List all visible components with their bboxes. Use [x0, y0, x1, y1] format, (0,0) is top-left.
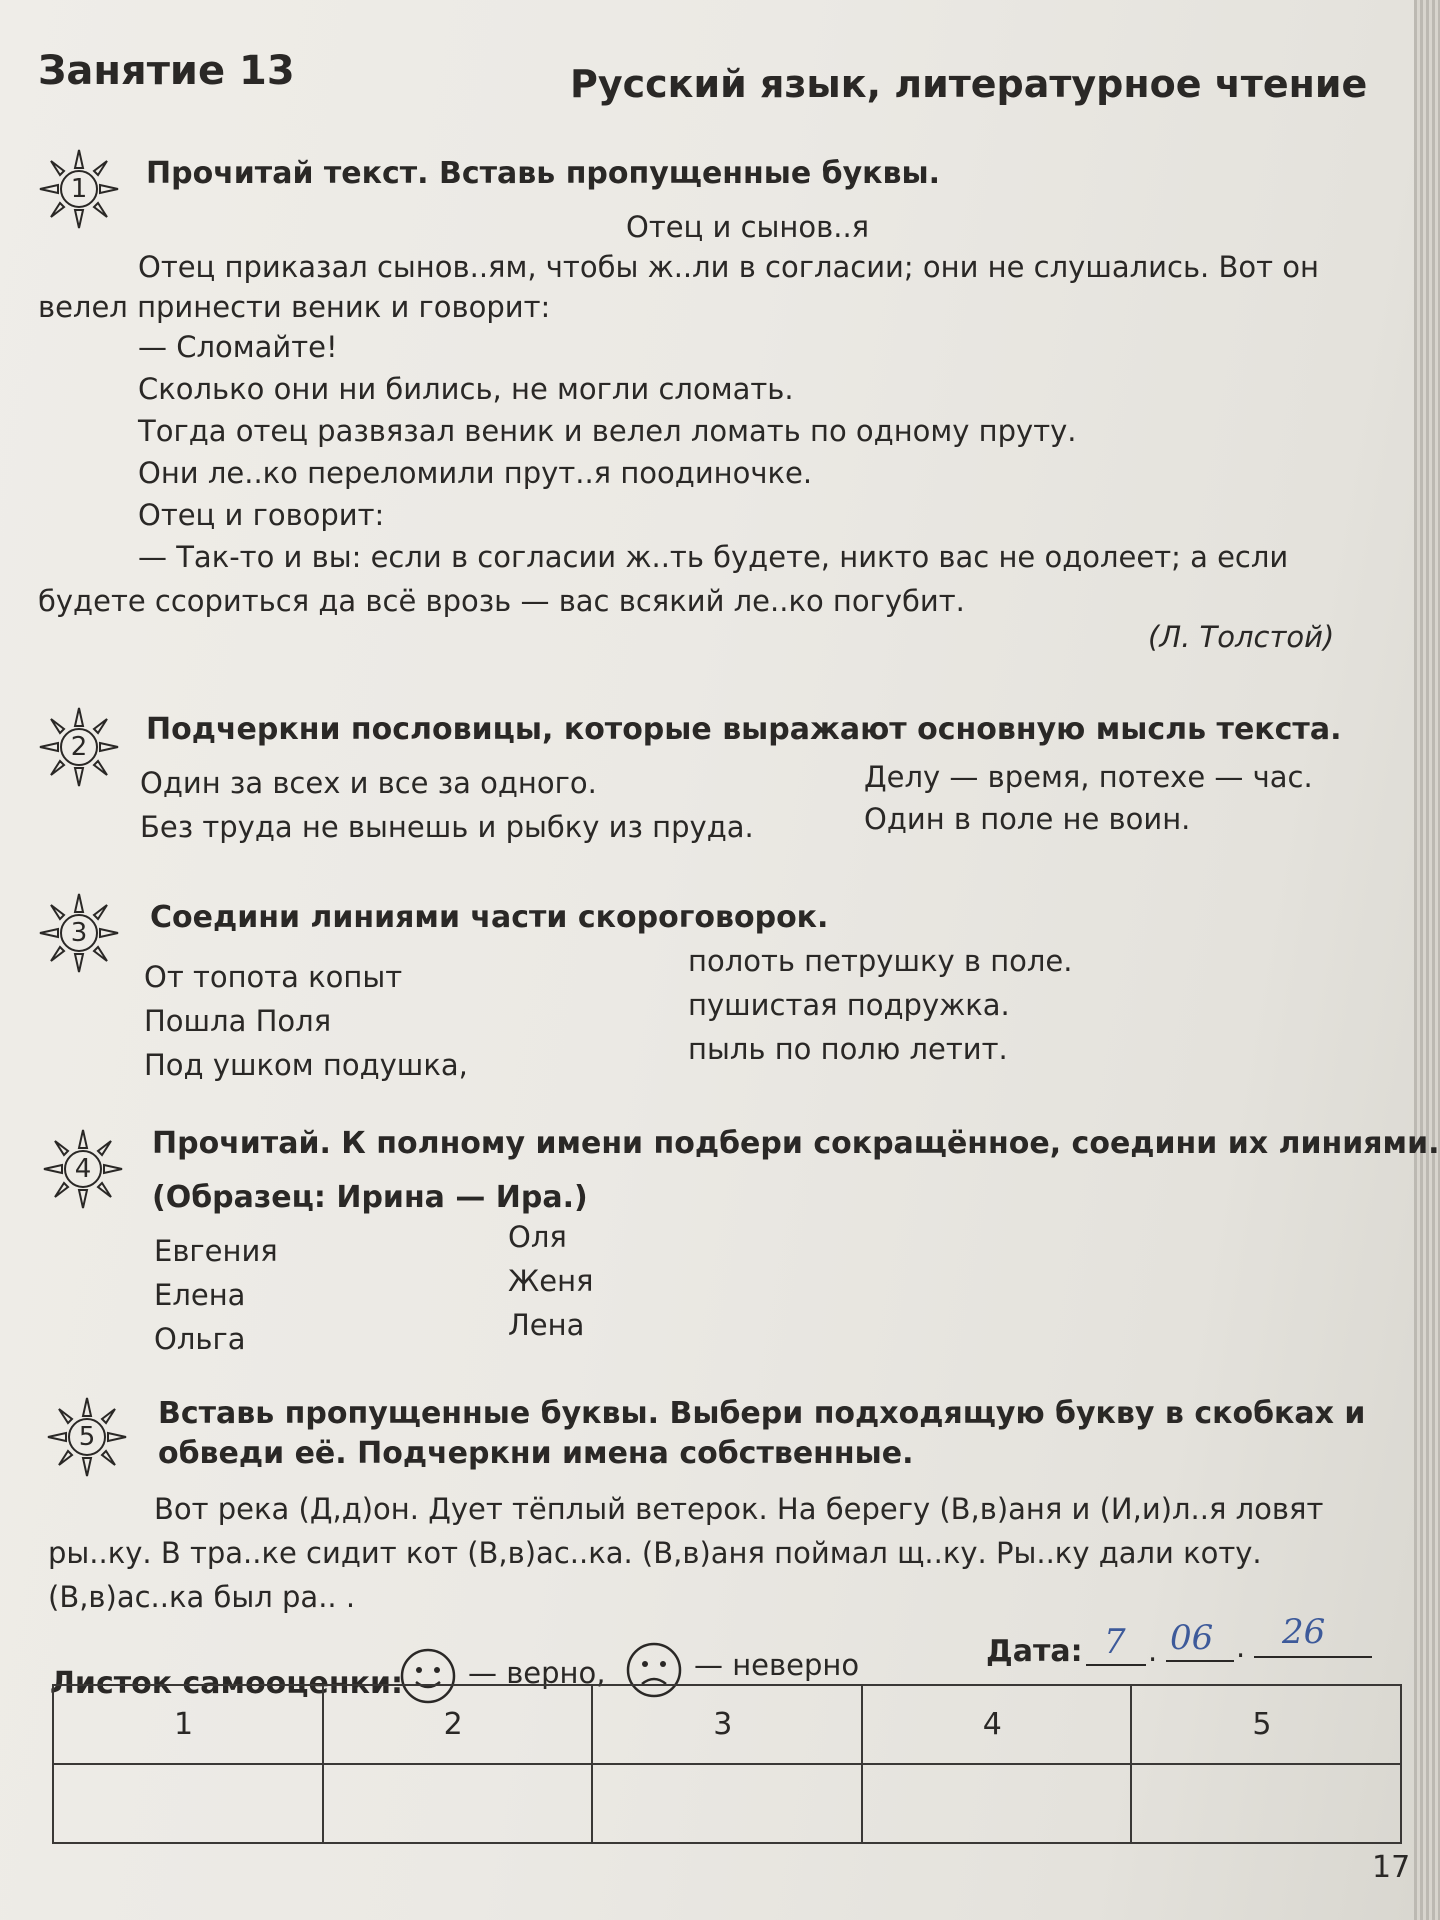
date-day: 7	[1104, 1622, 1126, 1662]
tongue-twister-start: Пошла Поля	[144, 1004, 332, 1038]
sun-badge-icon	[36, 704, 122, 790]
text-line: Сколько они ни бились, не могли сломать.	[138, 372, 794, 406]
table-row	[53, 1764, 1401, 1843]
task4-instruction: Прочитай. К полному имени подбери сокращённое, соедини их линиями.	[152, 1126, 1440, 1161]
task1-instruction: Прочитай текст. Вставь пропущенные буквы.	[146, 156, 941, 191]
date-year-line	[1254, 1656, 1372, 1658]
text-line: Тогда отец развязал веник и велел ломать по одному пруту.	[138, 414, 1077, 448]
proverb: Без труда не вынешь и рыбку из пруда.	[140, 810, 754, 844]
tongue-twister-end: пушистая подружка.	[688, 988, 1010, 1022]
task-number: 5	[78, 1422, 96, 1452]
lesson-title: Занятие 13	[38, 48, 295, 94]
score-cell[interactable]	[862, 1764, 1132, 1843]
table-header-cell: 3	[592, 1685, 862, 1764]
wrong-label: — неверно	[694, 1648, 860, 1682]
page-number: 17	[1372, 1850, 1411, 1885]
date-month: 06	[1170, 1618, 1214, 1658]
author: (Л. Толстой)	[1148, 620, 1335, 654]
date-dot: .	[1236, 1630, 1246, 1664]
proverb: Делу — время, потехе — час.	[864, 760, 1313, 794]
score-cell[interactable]	[592, 1764, 862, 1843]
page-edge	[1414, 0, 1440, 1920]
score-cell[interactable]	[53, 1764, 323, 1843]
sun-badge-icon	[36, 890, 122, 976]
sun-badge-icon	[40, 1126, 126, 1212]
full-name: Евгения	[154, 1234, 278, 1268]
tongue-twister-end: полоть петрушку в поле.	[688, 944, 1073, 978]
score-cell[interactable]	[323, 1764, 593, 1843]
text-line: — Сломайте!	[138, 330, 338, 364]
task-number: 4	[74, 1154, 92, 1184]
proverb: Один за всех и все за одного.	[140, 766, 597, 800]
text-line: ры..ку. В тра..ке сидит кот (В,в)ас..ка. (В,в)аня поймал щ..ку. Ры..ку дали коту.	[48, 1536, 1262, 1570]
text-line: (В,в)ас..ка был ра.. .	[48, 1580, 356, 1614]
task-number: 3	[70, 918, 88, 948]
task4-sample: (Образец: Ирина — Ира.)	[152, 1180, 588, 1215]
full-name: Елена	[154, 1278, 246, 1312]
story-title: Отец и сынов..я	[626, 210, 870, 244]
sun-badge-icon	[44, 1394, 130, 1480]
task5-instruction-line1: Вставь пропущенные буквы. Выбери подходящую букву в скобках и	[158, 1396, 1366, 1431]
tongue-twister-start: Под ушком подушка,	[144, 1048, 468, 1082]
tongue-twister-start: От топота копыт	[144, 960, 403, 994]
short-name: Женя	[508, 1264, 594, 1298]
date-dot: .	[1148, 1634, 1158, 1668]
task-number: 1	[70, 174, 88, 204]
proverb: Один в поле не воин.	[864, 802, 1191, 836]
text-line: велел принести веник и говорит:	[38, 290, 551, 324]
table-header-cell: 2	[323, 1685, 593, 1764]
task2-instruction: Подчеркни пословицы, которые выражают основную мысль текста.	[146, 712, 1342, 747]
date-year: 26	[1282, 1612, 1326, 1652]
full-name: Ольга	[154, 1322, 246, 1356]
task5-instruction-line2: обведи её. Подчеркни имена собственные.	[158, 1436, 914, 1471]
short-name: Оля	[508, 1220, 567, 1254]
tongue-twister-end: пыль по полю летит.	[688, 1032, 1008, 1066]
date-label: Дата:	[986, 1634, 1083, 1669]
table-header-cell: 5	[1131, 1685, 1401, 1764]
subject-title: Русский язык, литературное чтение	[570, 62, 1368, 106]
task-number: 2	[70, 732, 88, 762]
table-header-row	[53, 1685, 1401, 1764]
self-assessment-table	[52, 1684, 1402, 1844]
correct-label: — верно,	[468, 1656, 606, 1690]
sun-badge-icon	[36, 146, 122, 232]
task3-instruction: Соедини линиями части скороговорок.	[150, 900, 829, 935]
text-line: Отец и говорит:	[138, 498, 385, 532]
date-month-line	[1166, 1660, 1234, 1662]
table-header-cell: 1	[53, 1685, 323, 1764]
text-line: будете ссориться да всё врозь — вас всякий ле..ко погубит.	[38, 584, 965, 618]
table-header-cell: 4	[862, 1685, 1132, 1764]
text-line: Отец приказал сынов..ям, чтобы ж..ли в согласии; они не слушались. Вот он	[138, 250, 1319, 284]
self-assessment-label: Листок самооценки:	[50, 1666, 403, 1701]
score-cell[interactable]	[1131, 1764, 1401, 1843]
text-line: Вот река (Д,д)он. Дует тёплый ветерок. На берегу (В,в)аня и (И,и)л..я ловят	[154, 1492, 1324, 1526]
text-line: — Так-то и вы: если в согласии ж..ть будете, никто вас не одолеет; а если	[138, 540, 1289, 574]
short-name: Лена	[508, 1308, 585, 1342]
text-line: Они ле..ко переломили прут..я поодиночке.	[138, 456, 813, 490]
date-day-line	[1086, 1664, 1146, 1666]
